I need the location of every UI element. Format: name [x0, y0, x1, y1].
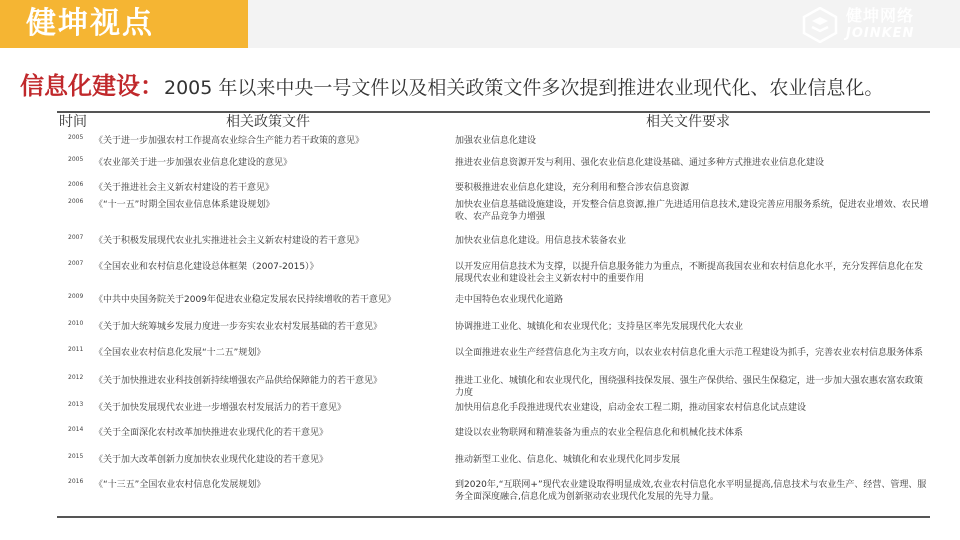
section-subtitle — [20, 66, 883, 98]
joinken-logo-icon — [802, 7, 838, 43]
row-policy: 《关于加快推进农业科技创新持续增强农产品供给保障能力的若干意见》 — [94, 376, 383, 386]
row-year: 2005 — [68, 134, 84, 141]
logo-chinese-name: 健坤网络 — [846, 6, 915, 25]
title-banner — [0, 0, 248, 48]
logo-english-name: JOINKEN — [846, 26, 915, 41]
row-year: 2013 — [68, 401, 84, 408]
row-policy: 《关于加大改革创新力度加快农业现代化建设的若干意见》 — [94, 455, 329, 465]
row-requirement: 建设以农业物联网和精准装备为重点的农业全程信息化和机械化技术体系 — [455, 428, 744, 438]
subtitle-text: 2005 年以来中央一号文件以及相关政策文件多次提到推进农业现代化、农业信息化。 — [164, 77, 884, 99]
row-policy: 《关于全面深化农村改革加快推进农业现代化的若干意见》 — [94, 428, 329, 438]
row-requirement: 推进农业信息资源开发与利用、强化农业信息化建设基础、通过多种方式推进农业信息化建设 — [455, 158, 825, 168]
row-requirement: 以全面推进农业生产经营信息化为主攻方向，以农业农村信息化重大示范工程建设为抓手，完善农业农村信息服务体系 — [455, 348, 924, 358]
row-policy: 《农业部关于进一步加强农业信息化建设的意见》 — [94, 158, 293, 168]
row-requirement: 以开发应用信息技术为支撑，以提升信息服务能力为重点，不断提高我国农业和农村信息化水平，充分发挥信息化在发展现代农业和建设社会主义新农村中的重要作用 — [455, 262, 924, 284]
row-policy: 《关于推进社会主义新农村建设的若干意见》 — [94, 183, 275, 193]
page-title: 健坤视点 — [26, 6, 154, 41]
row-year: 2010 — [68, 320, 84, 327]
row-year: 2006 — [68, 181, 84, 188]
row-requirement: 加强农业信息化建设 — [455, 136, 537, 146]
row-requirement: 推进工业化、城镇化和农业现代化，围绕强科技保发展、强生产保供给、强民生保稳定，进一步加大强农惠农富农政策力度 — [455, 376, 924, 398]
row-policy: 《全国农业和农村信息化建设总体框架（2007-2015）》 — [94, 262, 319, 272]
row-policy: 《关于进一步加强农村工作提高农业综合生产能力若干政策的意见》 — [94, 136, 365, 146]
row-year: 2009 — [68, 293, 84, 300]
row-policy: 《关于积极发展现代农业扎实推进社会主义新农村建设的若干意见》 — [94, 236, 365, 246]
row-year: 2007 — [68, 260, 84, 267]
table-bottom-rule — [57, 516, 930, 518]
subtitle-colon: ： — [140, 72, 164, 100]
row-requirement: 加快农业信息基础设施建设，开发整合信息资源,推广先进适用信息技术,建设完善应用服务系统，促进农业增效、农民增收、农产品竞争力增强 — [455, 200, 929, 222]
row-policy: 《关于加大统筹城乡发展力度进一步夯实农业农村发展基础的若干意见》 — [94, 322, 383, 332]
header-bar — [0, 0, 960, 48]
row-policy: 《“十三五”全国农业农村信息化发展规划》 — [94, 480, 266, 490]
row-requirement: 协调推进工业化、城镇化和农业现代化；支持垦区率先发展现代化大农业 — [455, 322, 744, 332]
subtitle-keyword: 信息化建设 — [20, 72, 140, 100]
table-top-rule — [57, 111, 930, 113]
brand-logo — [802, 5, 942, 45]
row-requirement: 要积极推进农业信息化建设，充分利用和整合涉农信息资源 — [455, 183, 690, 193]
row-policy: 《全国农业农村信息化发展“十二五”规划》 — [94, 348, 266, 358]
column-header-requirement: 相关文件要求 — [646, 114, 730, 130]
row-policy: 《“十一五”时期全国农业信息体系建设规划》 — [94, 200, 275, 210]
row-policy: 《中共中央国务院关于2009年促进农业稳定发展农民持续增收的若干意见》 — [94, 295, 396, 305]
row-requirement: 推动新型工业化、信息化、城镇化和农业现代化同步发展 — [455, 455, 681, 465]
row-year: 2006 — [68, 198, 84, 205]
row-requirement: 到2020年,“互联网+”现代农业建设取得明显成效,农业农村信息化水平明显提高,信息技术与农业生产、经营、管理、服务全面深度融合,信息化成为创新驱动农业现代化发展的先导力量。 — [455, 480, 927, 502]
row-year: 2015 — [68, 453, 84, 460]
row-year: 2012 — [68, 374, 84, 381]
column-header-year: 时间 — [59, 114, 87, 130]
row-year: 2005 — [68, 156, 84, 163]
row-requirement: 加快农业信息化建设。用信息技术装备农业 — [455, 236, 627, 246]
row-year: 2014 — [68, 426, 84, 433]
row-year: 2007 — [68, 234, 84, 241]
row-year: 2016 — [68, 478, 84, 485]
row-requirement: 走中国特色农业现代化道路 — [455, 295, 564, 305]
row-year: 2011 — [68, 346, 84, 353]
row-requirement: 加快用信息化手段推进现代农业建设，启动金农工程二期，推动国家农村信息化试点建设 — [455, 403, 807, 413]
column-header-policy: 相关政策文件 — [226, 114, 310, 130]
row-policy: 《关于加快发展现代农业进一步增强农村发展活力的若干意见》 — [94, 403, 347, 413]
